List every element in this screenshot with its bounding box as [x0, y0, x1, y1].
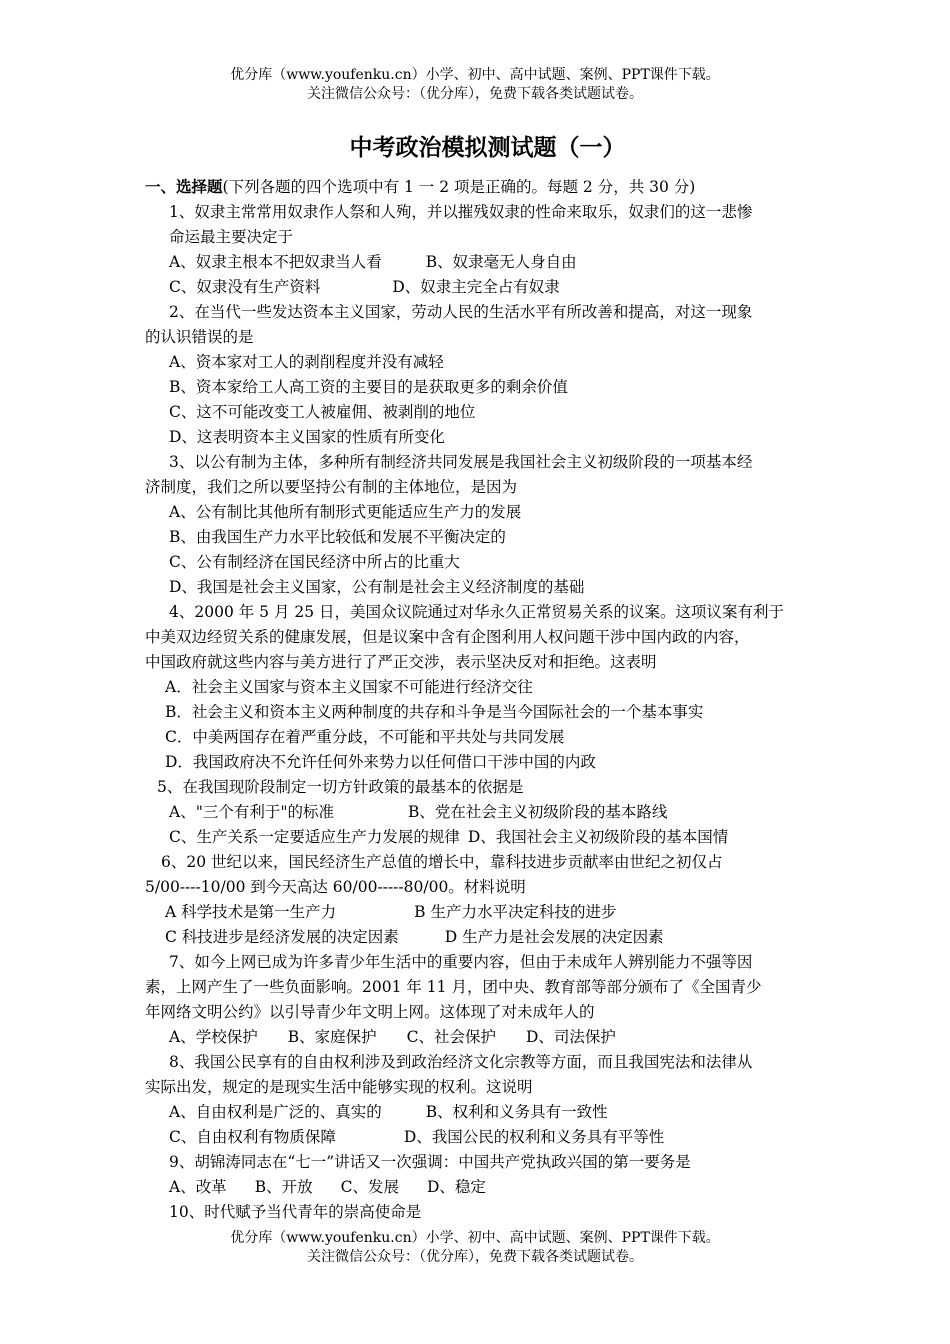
q1-option-b: B、奴隶毫无人身自由	[425, 253, 577, 271]
question-8-line-2: 实际出发，规定的是现实生活中能够实现的权利。这说明	[145, 1078, 533, 1096]
q8-option-d: D、我国公民的权利和义务具有平等性	[403, 1128, 665, 1146]
q1-option-a: A、奴隶主根本不把奴隶当人看	[169, 253, 382, 271]
footer-line-2: 关注微信公众号：（优分库），免费下载各类试题试卷。	[307, 1249, 643, 1265]
q3-option-a: A、公有制比其他所有制形式更能适应生产力的发展	[169, 503, 522, 521]
q2-option-c: C、这不可能改变工人被雇佣、被剥削的地位	[169, 403, 476, 421]
question-2-line-1: 2、在当代一些发达资本主义国家，劳动人民的生活水平有所改善和提高，对这一现象	[169, 303, 753, 321]
question-1-line-1: 1、奴隶主常常用奴隶作人祭和人殉，并以摧残奴隶的性命来取乐，奴隶们的这一悲惨	[169, 203, 753, 221]
question-4-line-1: 4、2000 年 5 月 25 日，美国众议院通过对华永久正常贸易关系的议案。这项议案有利于	[169, 603, 785, 621]
question-8-options-cd	[145, 1125, 810, 1150]
question-5-options-cd	[145, 825, 810, 850]
question-6-line-1: 6、20 世纪以来，国民经济生产总值的增长中，靠科技进步贡献率由世纪之初仅占	[161, 853, 723, 871]
question-7-options	[145, 1025, 810, 1050]
q6-option-c: C 科技进步是经济发展的决定因素	[165, 928, 399, 946]
q6-option-d: D 生产力是社会发展的决定因素	[444, 928, 664, 946]
q1-option-c: C、奴隶没有生产资料	[169, 278, 321, 296]
header-line-1: 优分库（www.youfenku.cn）小学、初中、高中试题、案例、PPT课件下载。	[230, 67, 720, 83]
document-body	[145, 175, 810, 1225]
q5-option-d: D、我国社会主义初级阶段的基本国情	[467, 828, 729, 846]
q5-option-c: C、生产关系一定要适应生产力发展的规律	[169, 828, 460, 846]
q6-option-b: B 生产力水平决定科技的进步	[414, 903, 617, 921]
q4-option-a: A．社会主义国家与资本主义国家不可能进行经济交往	[165, 678, 533, 696]
question-4-line-3: 中国政府就这些内容与美方进行了严正交涉，表示坚决反对和拒绝。这表明	[145, 653, 657, 671]
section-heading-label: 一、选择题	[145, 178, 223, 196]
q4-option-c: C．中美两国存在着严重分歧，不可能和平共处与共同发展	[165, 728, 565, 746]
question-2-line-2: 的认识错误的是	[145, 328, 254, 346]
section-instruction: (下列各题的四个选项中有 1 一 2 项是正确的。每题 2 分，共 30 分)	[222, 178, 696, 196]
question-5-line-1: 5、在我国现阶段制定一切方针政策的最基本的依据是	[157, 778, 524, 796]
question-7-line-1: 7、如今上网已成为许多青少年生活中的重要内容，但由于未成年人辨别能力不强等因	[169, 953, 753, 971]
q9-option-a: A、改革	[169, 1178, 227, 1196]
q7-option-a: A、学校保护	[169, 1028, 258, 1046]
question-4-line-2: 中美双边经贸关系的健康发展，但是议案中含有企图利用人权问题干涉中国内政的内容，	[145, 628, 750, 646]
header-line-2: 关注微信公众号：（优分库），免费下载各类试题试卷。	[307, 86, 643, 102]
page-title: 中考政治模拟测试题（一）	[349, 135, 626, 161]
question-3-line-1: 3、以公有制为主体，多种所有制经济共同发展是我国社会主义初级阶段的一项基本经	[169, 453, 753, 471]
q3-option-b: B、由我国生产力水平比较低和发展不平衡决定的	[169, 528, 506, 546]
question-7-line-3: 年网络文明公约》以引导青少年文明上网。这体现了对未成年人的	[145, 1003, 595, 1021]
q9-option-c: C、发展	[340, 1178, 399, 1196]
question-8-line-1: 8、我国公民享有的自由权利涉及到政治经济文化宗教等方面，而且我国宪法和法律从	[169, 1053, 753, 1071]
q5-option-b: B、党在社会主义初级阶段的基本路线	[407, 803, 668, 821]
question-7-line-2: 素，上网产生了一些负面影响。2001 年 11 月，团中央、教育部等部分颁布了《全国青少	[145, 978, 762, 996]
q7-option-b: B、家庭保护	[287, 1028, 377, 1046]
question-1-options-ab	[145, 250, 810, 275]
page-footer	[0, 1229, 950, 1267]
q8-option-a: A、自由权利是广泛的、真实的	[169, 1103, 382, 1121]
q3-option-c: C、公有制经济在国民经济中所占的比重大	[169, 553, 460, 571]
question-6-options-cd	[145, 925, 810, 950]
footer-line-1: 优分库（www.youfenku.cn）小学、初中、高中试题、案例、PPT课件下载。	[230, 1230, 720, 1246]
q9-option-b: B、开放	[254, 1178, 313, 1196]
q4-option-d: D．我国政府决不允许任何外来势力以任何借口干涉中国的内政	[165, 753, 596, 771]
q4-option-b: B．社会主义和资本主义两种制度的共存和斗争是当今国际社会的一个基本事实	[165, 703, 704, 721]
question-9-line-1: 9、胡锦涛同志在“七一”讲话又一次强调：中国共产党执政兴国的第一要务是	[169, 1153, 691, 1171]
q7-option-c: C、社会保护	[406, 1028, 496, 1046]
q2-option-a: A、资本家对工人的剥削程度并没有减轻	[169, 353, 444, 371]
page-header	[0, 66, 950, 104]
q5-option-a: A、"三个有利于"的标准	[169, 803, 334, 821]
question-6-options-ab	[145, 900, 810, 925]
question-6-line-2: 5/00----10/00 到今天高达 60/00-----80/00。材料说明	[145, 878, 526, 896]
question-5-options-ab	[145, 800, 810, 825]
q8-option-c: C、自由权利有物质保障	[169, 1128, 336, 1146]
question-9-options	[145, 1175, 810, 1200]
q7-option-d: D、司法保护	[525, 1028, 616, 1046]
question-10-line-1: 10、时代赋予当代青年的崇高使命是	[169, 1203, 422, 1221]
q6-option-a: A 科学技术是第一生产力	[165, 903, 337, 921]
q2-option-b: B、资本家给工人高工资的主要目的是获取更多的剩余价值	[169, 378, 568, 396]
q8-option-b: B、权利和义务具有一致性	[425, 1103, 608, 1121]
q1-option-d: D、奴隶主完全占有奴隶	[392, 278, 560, 296]
question-1-options-cd	[145, 275, 810, 300]
question-1-line-2: 命运最主要决定于	[169, 228, 294, 246]
q3-option-d: D、我国是社会主义国家，公有制是社会主义经济制度的基础	[169, 578, 585, 596]
question-3-line-2: 济制度，我们之所以要坚持公有制的主体地位，是因为	[145, 478, 518, 496]
section-heading	[145, 175, 810, 200]
q2-option-d: D、这表明资本主义国家的性质有所变化	[169, 428, 445, 446]
question-8-options-ab	[145, 1100, 810, 1125]
q9-option-d: D、稳定	[426, 1178, 486, 1196]
